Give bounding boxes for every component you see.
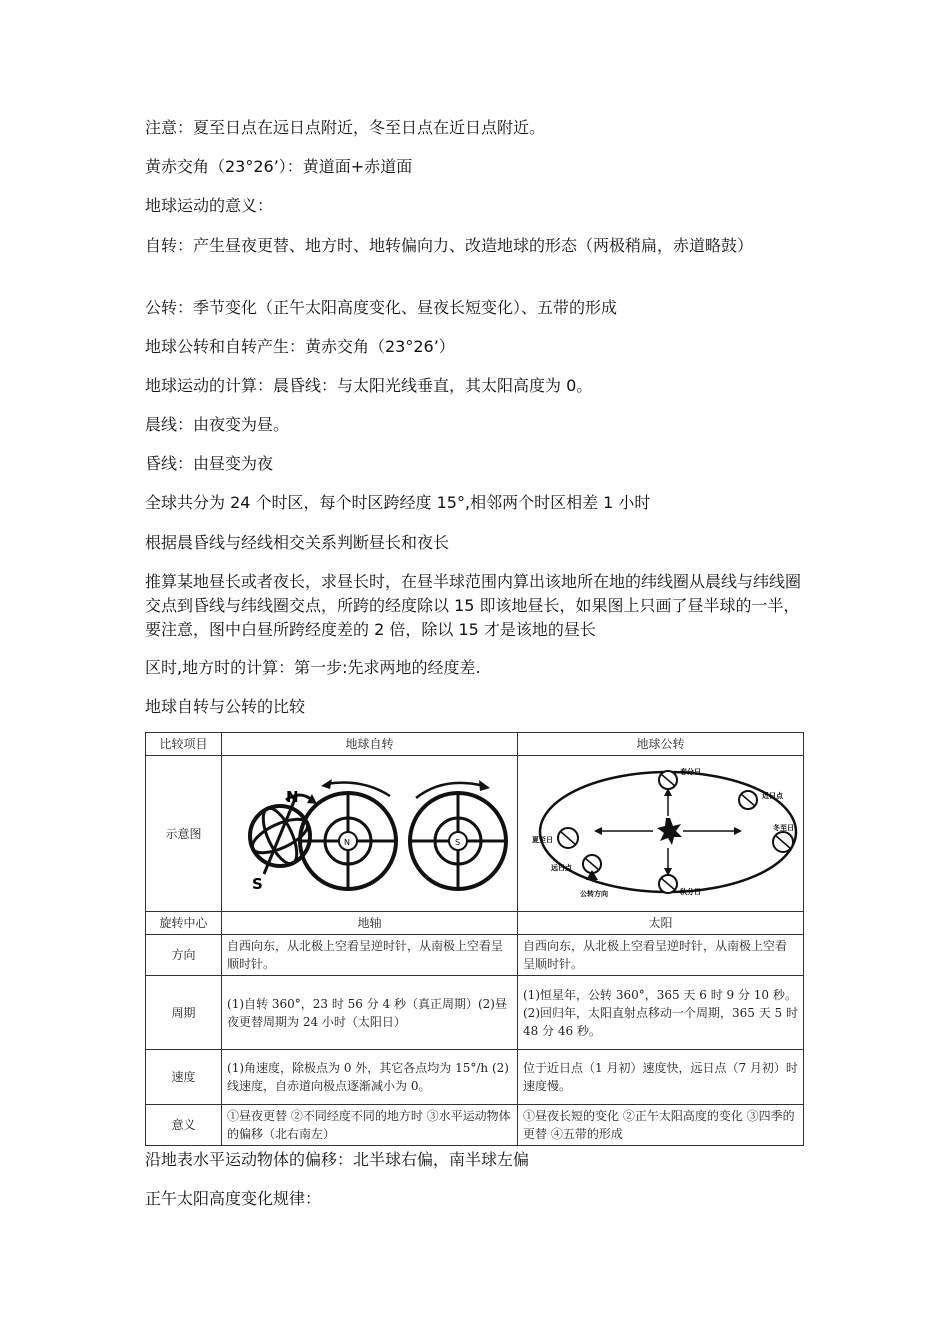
rotation-cell: 自西向东，从北极上空看呈逆时针，从南极上空看呈顺时针。 [222, 935, 518, 976]
globe-summer [558, 828, 578, 848]
header-revolution: 地球公转 [518, 733, 804, 756]
rotation-cell: (1)角速度，除极点为 0 外，其它各点均为 15°/h (2)线速度，自赤道向极点逐渐减小为 0。 [222, 1050, 518, 1105]
rotation-cell: ①昼夜更替 ②不同经度不同的地方时 ③水平运动物体的偏移（北右南左） [222, 1105, 518, 1146]
table-row [146, 1105, 804, 1146]
rotation-cell: (1)自转 360°，23 时 56 分 4 秒（真正周期）(2)昼夜更替周期为 24 小时（太阳日） [222, 976, 518, 1050]
revolution-cell: 自西向东，从北极上空看呈逆时针，从南极上空看呈顺时针。 [518, 935, 804, 976]
rotation-cell: 地轴 [222, 912, 518, 935]
autumn-label: 秋分日 [680, 888, 701, 896]
rotation-effects-paragraph: 自转：产生昼夜更替、地方时、地转偏向力、改造地球的形态（两极稍扁，赤道略鼓） [145, 236, 754, 255]
south-pole-label: S [455, 838, 461, 847]
significance-heading: 地球运动的意义： [145, 196, 274, 215]
obliquity-paragraph: 黄赤交角（23°26’）：黄道面+赤道面 [145, 157, 413, 176]
rotation-diagram-cell [222, 756, 518, 912]
north-spin-arrowhead [321, 779, 332, 789]
revolution-cell: 太阳 [518, 912, 804, 935]
day-length-paragraph: 根据晨昏线与经线相交关系判断昼长和夜长 [145, 533, 450, 552]
revolution-cell: ①昼夜长短的变化 ②正午太阳高度的变化 ③四季的更替 ④五带的形成 [518, 1105, 804, 1146]
table-row [146, 1050, 804, 1105]
revolution-diagram-cell [518, 756, 804, 912]
rotation-diagram [222, 756, 516, 906]
time-zone-paragraph: 全球共分为 24 个时区，每个时区跨经度 15°,相邻两个时区相差 1 小时 [145, 493, 651, 512]
header-rotation: 地球自转 [222, 733, 518, 756]
sun-icon [657, 818, 682, 845]
header-item: 比较项目 [146, 733, 222, 756]
revolution-cell: (1)恒星年，公转 360°，365 天 6 时 9 分 10 秒。(2)回归年，太阳直射点移动一个周期，365 天 5 时 48 分 46 秒。 [518, 976, 804, 1050]
sunray-arrowhead [734, 827, 742, 835]
row-label: 意义 [146, 1105, 222, 1146]
row-label: 旋转中心 [146, 912, 222, 935]
row-label: 周期 [146, 976, 222, 1050]
table-row [146, 912, 804, 935]
row-label: 示意图 [146, 756, 222, 912]
globe-perihelion [739, 791, 757, 809]
terminator-paragraph: 地球运动的计算：晨昏线：与太阳光线垂直，其太阳高度为 0。 [145, 376, 593, 395]
perihelion-label: 近日点 [762, 792, 783, 800]
dusk-line-paragraph: 昏线：由昼变为夜 [145, 454, 274, 473]
sunray-arrowhead [594, 827, 602, 835]
table-row [146, 935, 804, 976]
dawn-line-paragraph: 晨线：由夜变为昼。 [145, 415, 290, 434]
winter-label: 冬至日 [773, 824, 794, 832]
aphelion-label: 远日点 [551, 864, 572, 872]
obliquity-origin-paragraph: 地球公转和自转产生：黄赤交角（23°26’） [145, 337, 455, 356]
deflection-paragraph: 沿地表水平运动物体的偏移：北半球右偏，南半球左偏 [145, 1150, 530, 1169]
time-calc-paragraph: 区时,地方时的计算：第一步:先求两地的经度差. [145, 658, 481, 677]
axis-south-label: S [252, 875, 263, 893]
comparison-heading: 地球自转与公转的比较 [145, 697, 306, 716]
comparison-table [145, 732, 804, 1146]
revolution-effects-paragraph: 公转：季节变化（正午太阳高度变化、昼夜长短变化）、五带的形成 [145, 298, 618, 317]
globe-winter [773, 832, 793, 852]
globe-spring [659, 771, 677, 789]
revolution-direction-label: 公转方向 [580, 890, 608, 898]
north-pole-label: N [344, 838, 351, 847]
south-spin-arrowhead [479, 780, 490, 791]
table-header-row [146, 733, 804, 756]
revolution-diagram [518, 756, 802, 906]
globe-autumn [659, 875, 677, 893]
revolution-cell: 位于近日点（1 月初）速度快，远日点（7 月初）时速度慢。 [518, 1050, 804, 1105]
spring-label: 春分日 [680, 768, 701, 776]
noon-altitude-heading: 正午太阳高度变化规律： [145, 1189, 322, 1208]
row-label: 速度 [146, 1050, 222, 1105]
day-length-calc-paragraph: 推算某地昼长或者夜长，求昼长时，在昼半球范围内算出该地所在地的纬线圈从晨线与纬线圈交点到昏线与纬线圈交点，所跨的经度除以 15 即该地昼长，如果图上只画了昼半球的一半，要注意，图中白昼所跨经度差的 2 倍，除以 15 才是该地的昼长 [145, 572, 802, 639]
axis-north-label: N [286, 788, 299, 806]
table-row [146, 756, 804, 912]
summer-label: 夏至日 [532, 836, 553, 844]
table-row [146, 976, 804, 1050]
note-paragraph: 注意：夏至日点在远日点附近，冬至日点在近日点附近。 [145, 118, 546, 137]
row-label: 方向 [146, 935, 222, 976]
